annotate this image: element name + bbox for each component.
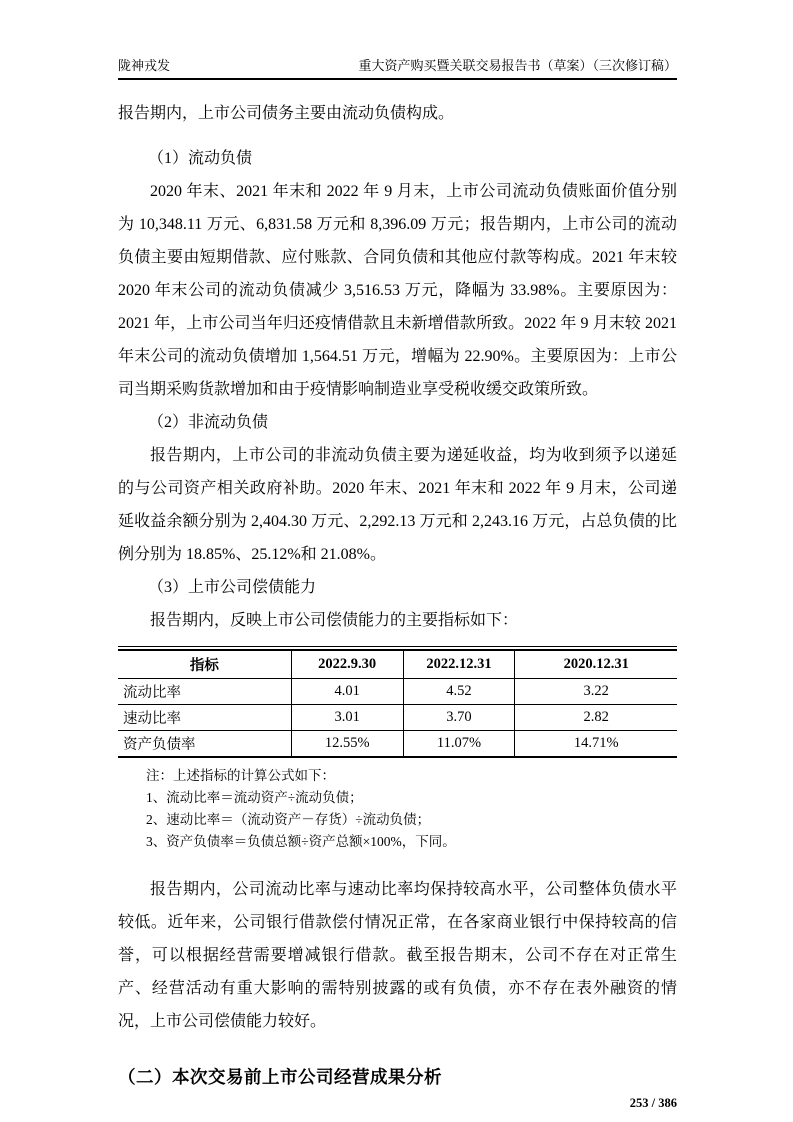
header-report-title: 重大资产购买暨关联交易报告书（草案）（三次修订稿） (358, 58, 677, 73)
table-cell-value: 3.01 (291, 705, 403, 731)
table-notes (118, 765, 677, 853)
subheading-current-liabilities: （1）流动负债 (148, 150, 253, 167)
paragraph-current-liabilities: 2020 年末、2021 年末和 2022 年 9 月末，上市公司流动负债账面价值分别为 10,348.11 万元、6,831.58 万元和 8,396.09 万元；报告期内，上市公司的流动负债主要由短期借款、应付账款、合同负债和其他应付款等构成。2021 年末较 2020 年末公司的流动负债减少 3,516.53 万元，降幅为 33.98%。主要原因为：2021 年，上市公司当年归还疫情借款且未新增借款所致。2022 年 9 月末较 2021 年末公司的流动负债增加 1,564.51 万元，增幅为 22.90%。主要原因为：上市公司当期采购货款增加和由于疫情影响制造业享受税收缓交政策所致。 (118, 183, 677, 398)
page-content (118, 0, 677, 1111)
paragraph-solvency-lead: 报告期内，反映上市公司偿债能力的主要指标如下： (150, 612, 519, 629)
paragraph-intro: 报告期内，上市公司债务主要由流动负债构成。 (118, 105, 455, 122)
table-cell-value: 14.71% (515, 731, 677, 758)
solvency-indicator-table (118, 649, 677, 758)
table-header-date-1: 2022.9.30 (291, 650, 403, 679)
table-row (118, 679, 677, 705)
paragraph-solvency-conclusion: 报告期内，公司流动比率与速动比率均保持较高水平，公司整体负债水平较低。近年来，公司银行借款偿付情况正常，在各家商业银行中保持较高的信誉，可以根据经营需要增减银行借款。截至报告期末，公司不存在对正常生产、经营活动有重大影响的需特别披露的或有负债，亦不存在表外融资的情况，上市公司偿债能力较好。 (118, 881, 677, 1030)
table-row (118, 731, 677, 758)
table-header-indicator: 指标 (118, 650, 291, 679)
table-cell-indicator: 速动比率 (118, 705, 291, 731)
paragraph-noncurrent-liabilities: 报告期内，上市公司的非流动负债主要为递延收益，均为收到须予以递延的与公司资产相关政府补助。2020 年末、2021 年末和 2022 年 9 月末，公司递延收益余额分别为 2,404.30 万元、2,292.13 万元和 2,243.16 万元，占总负债的比例分别为 18.85%、25.12%和 21.08%。 (118, 447, 677, 563)
table-cell-indicator: 流动比率 (118, 679, 291, 705)
table-cell-value: 3.70 (403, 705, 515, 731)
note-item-2: 2、速动比率＝（流动资产－存货）÷流动负债； (146, 812, 431, 827)
page-number: 253 / 386 (629, 1096, 677, 1110)
section-heading-operating-results: （二）本次交易前上市公司经营成果分析 (118, 1067, 442, 1087)
note-item-1: 1、流动比率＝流动资产÷流动负债； (146, 790, 363, 805)
solvency-indicator-table-wrap (118, 646, 677, 758)
table-cell-value: 4.01 (291, 679, 403, 705)
note-item-3: 3、资产负债率＝负债总额÷资产总额×100%，下同。 (146, 834, 456, 849)
note-title: 注：上述指标的计算公式如下： (146, 768, 335, 783)
table-cell-value: 12.55% (291, 731, 403, 758)
table-header-row (118, 650, 677, 679)
table-row (118, 705, 677, 731)
table-cell-indicator: 资产负债率 (118, 731, 291, 758)
table-cell-value: 11.07% (403, 731, 515, 758)
table-cell-value: 2.82 (515, 705, 677, 731)
header-company-name: 陇神戎发 (118, 58, 171, 73)
table-header-date-3: 2020.12.31 (563, 656, 629, 672)
subheading-solvency: （3）上市公司偿债能力 (148, 579, 317, 596)
running-header (118, 57, 677, 80)
table-header-date-2: 2022.12.31 (403, 650, 515, 679)
subheading-noncurrent-liabilities: （2）非流动负债 (148, 414, 269, 431)
table-cell-value: 3.22 (515, 679, 677, 705)
table-cell-value: 4.52 (403, 679, 515, 705)
